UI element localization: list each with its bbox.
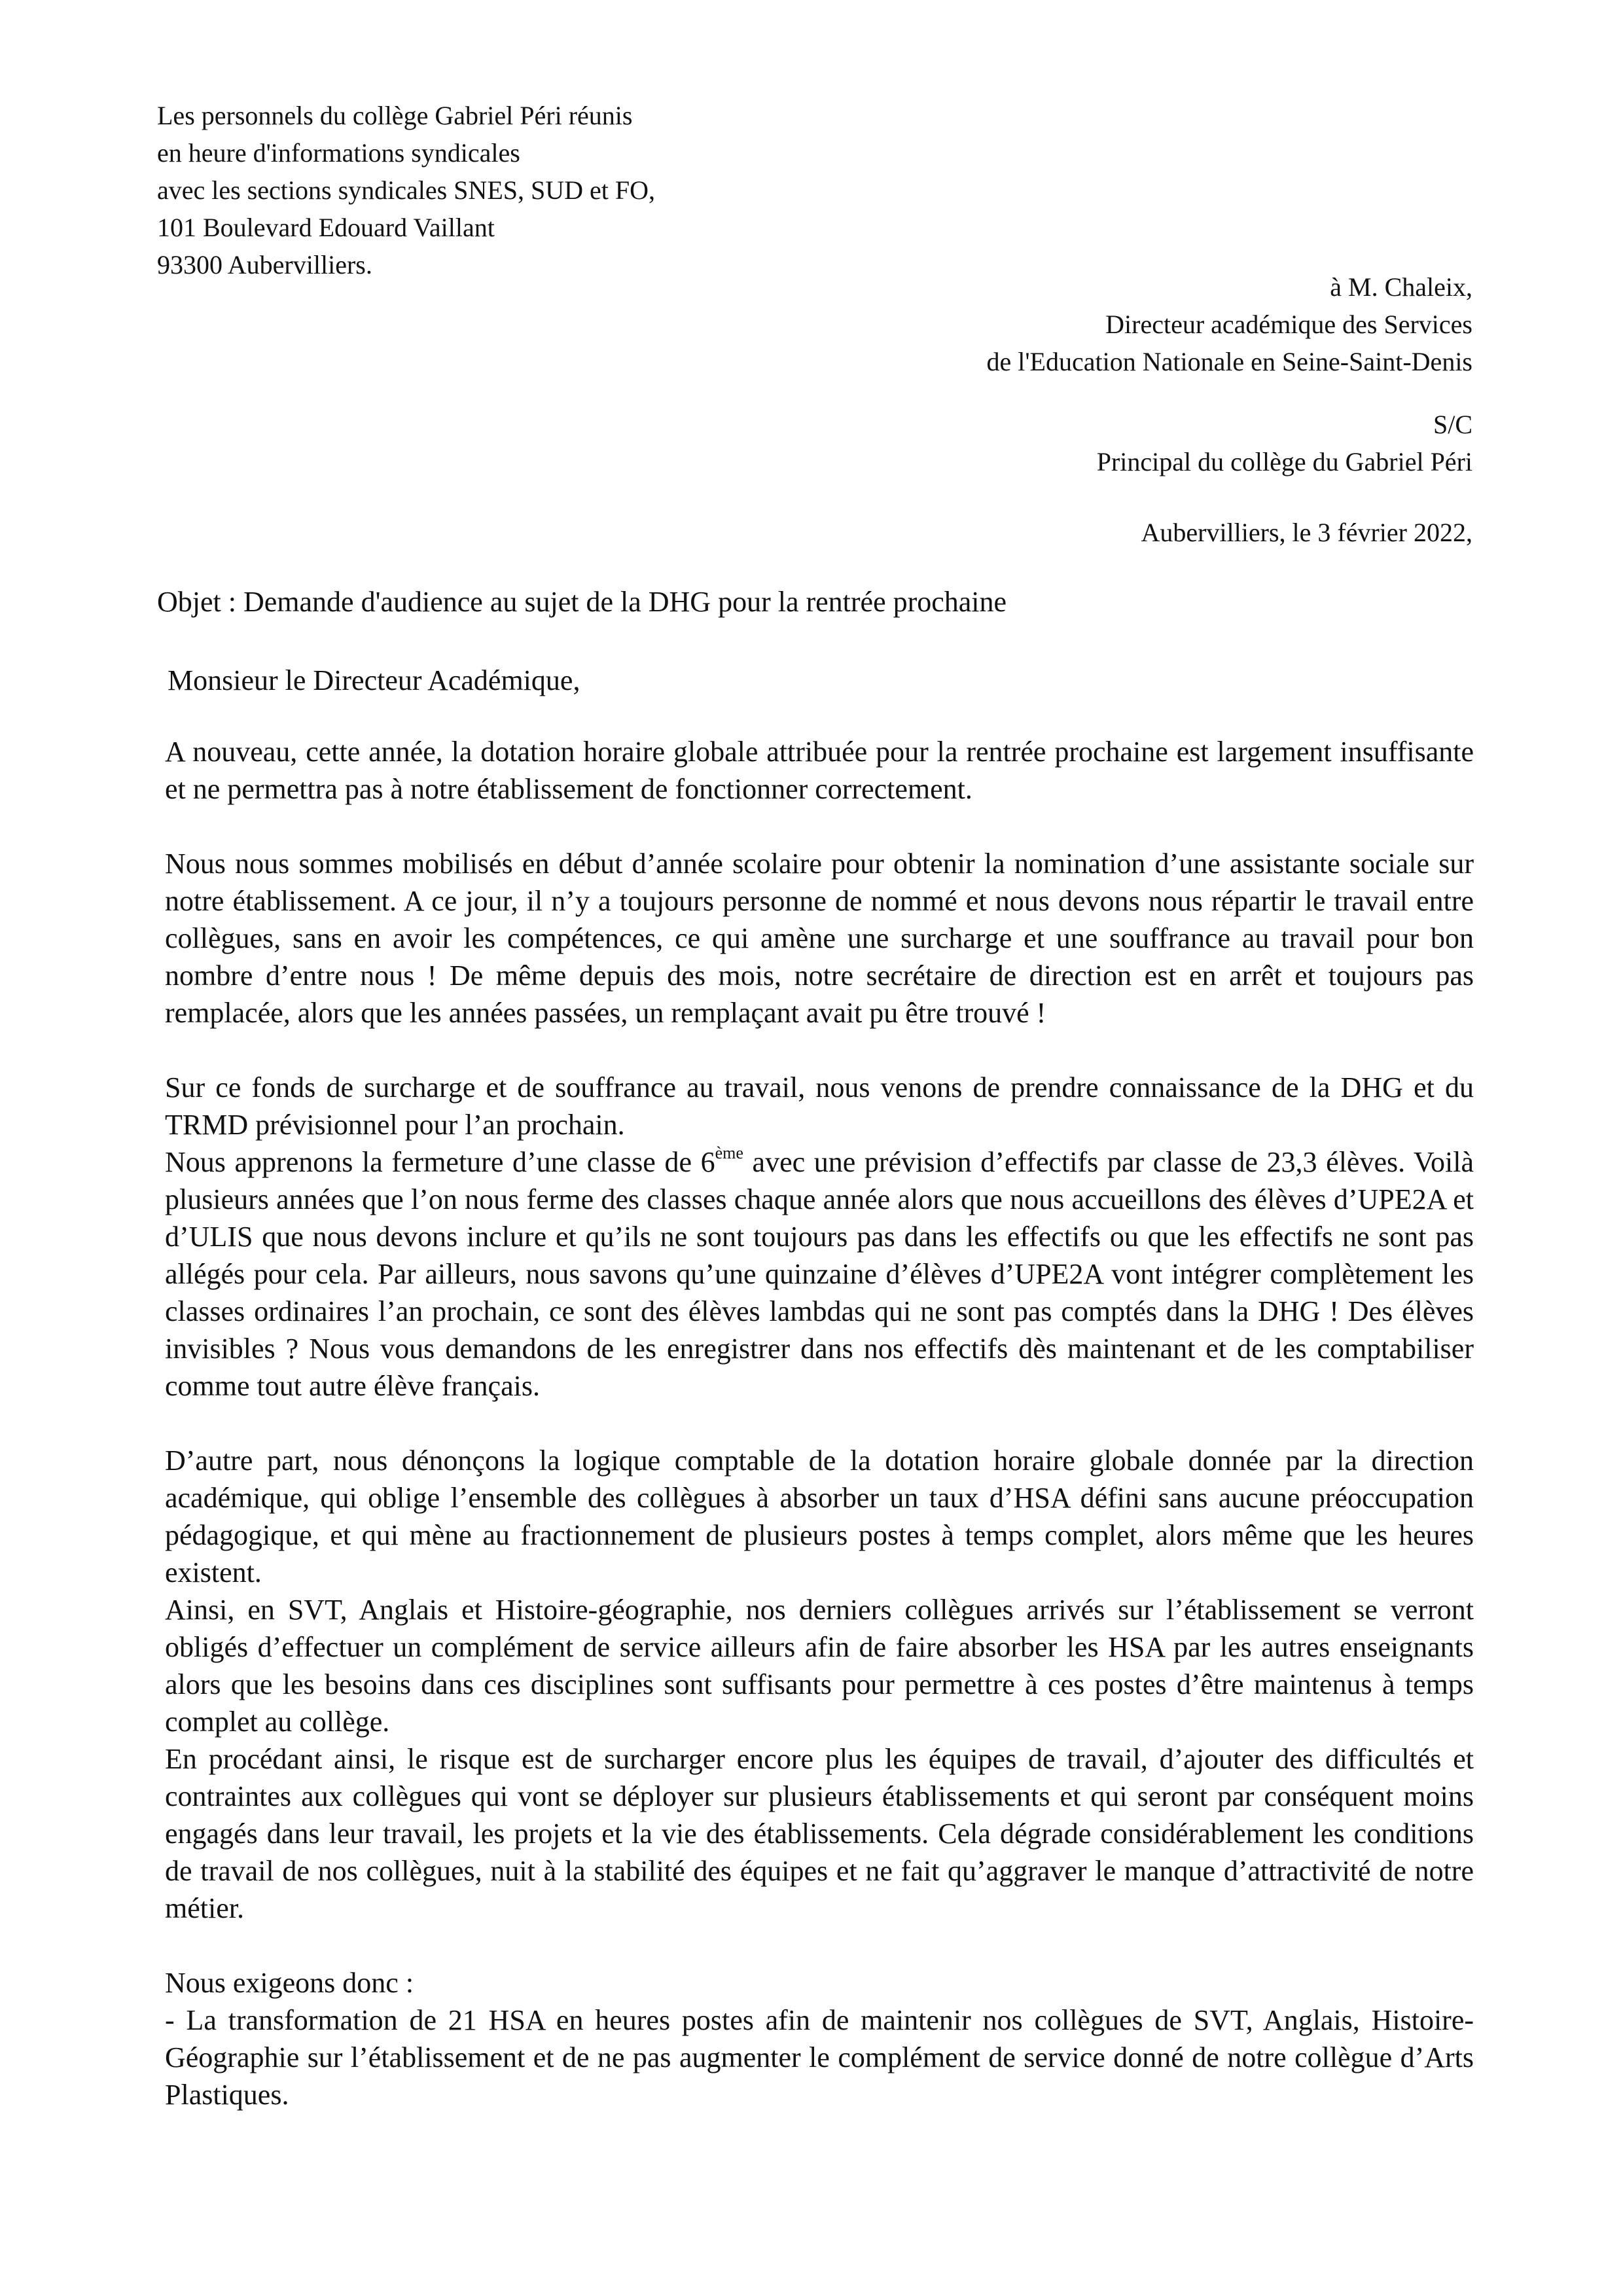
paragraph-text: avec une prévision d’effectifs par classe de 23,3 élèves. Voilà plusieurs années que l’on nous ferme des classes chaque année alors que nous accueillons des élèves d’UPE2A et d’ULIS que nous devons inclure et qu’ils ne sont toujours pas dans les effectifs ou que les effectifs ne sont pas allégés pour cela. Par ailleurs, nous savons qu’une quinzaine d’élèves d’UPE2A vont intégrer complètement les classes ordinaires l’an prochain, ce sont des élèves lambdas qui ne sont pas comptés dans la DHG ! Des élèves invisibles ? Nous vous demandons de les enregistrer dans nos effectifs dès maintenant et de les comptabiliser comme tout autre élève français. [165,1146,1474,1402]
body-paragraph [165,1143,1474,1405]
letter-subject: Objet : Demande d'audience au sujet de la DHG pour la rentrée prochaine [157,586,1007,618]
body-paragraph: D’autre part, nous dénonçons la logique comptable de la dotation horaire globale donnée par la direction académique, qui oblige l’ensemble des collègues à absorber un taux d’HSA défini sans aucune préoccupation pédagogique, et qui mène au fractionnement de plusieurs postes à temps complet, alors même que les heures existent. [165,1444,1474,1588]
body-paragraph: En procédant ainsi, le risque est de surcharger encore plus les équipes de travail, d’ajouter des difficultés et contraintes aux collègues qui vont se déployer sur plusieurs établissements et qui seront par conséquent moins engagés dans leur travail, les projets et la vie des établissements. Cela dégrade considérablement les conditions de travail de nos collègues, nuit à la stabilité des équipes et ne fait qu’aggraver le manque d’attractivité de notre métier. [165,1743,1474,1924]
recipient-line: Directeur académique des Services [1105,310,1472,339]
sender-line: avec les sections syndicales SNES, SUD et FO, [157,175,656,205]
paragraph-text: Nous apprenons la fermeture d’une classe de 6 [165,1146,715,1178]
sous-couvert-block [1097,406,1472,480]
sc-label: S/C [1433,410,1472,439]
body-paragraph: Sur ce fonds de surcharge et de souffrance au travail, nous venons de prendre connaissance de la DHG et du TRMD prévisionnel pour l’an prochain. [165,1071,1474,1141]
recipient-address-block [986,268,1472,380]
body-paragraph: Ainsi, en SVT, Anglais et Histoire-géographie, nos derniers collègues arrivés sur l’établissement se verront obligés d’effectuer un complément de service ailleurs afin de faire absorber les HSA par les autres enseignants alors que les besoins dans ces disciplines sont suffisants pour permettre à ces postes d’être maintenus à temps complet au collège. [165,1594,1474,1738]
recipient-line: de l'Education Nationale en Seine-Saint-Denis [986,347,1472,376]
sender-line: 101 Boulevard Edouard Vaillant [157,213,495,242]
body-paragraph: Nous nous sommes mobilisés en début d’année scolaire pour obtenir la nomination d’une assistante sociale sur notre établissement. A ce jour, il n’y a toujours personne de nommé et nous devons nous répartir le travail entre collègues, sans en avoir les compétences, ce qui amène une surcharge et une souffrance au travail pour bon nombre d’entre nous ! De même depuis des mois, notre secrétaire de direction est en arrêt et toujours pas remplacée, alors que les années passées, un remplaçant avait pu être trouvé ! [165,848,1474,1029]
sender-line: Les personnels du collège Gabriel Péri réunis [157,101,633,130]
sender-address-block [157,97,655,283]
demands-intro: Nous exigeons donc : [165,1967,414,1999]
superscript-text: ème [715,1143,743,1163]
sender-line: en heure d'informations syndicales [157,138,520,168]
sc-line: Principal du collège du Gabriel Péri [1096,447,1472,476]
letter-date: Aubervilliers, le 3 février 2022, [1141,518,1472,547]
body-paragraph: A nouveau, cette année, la dotation horaire globale attribuée pour la rentrée prochaine est largement insuffisante et ne permettra pas à notre établissement de fonctionner correctement. [165,736,1474,805]
recipient-line: à M. Chaleix, [1330,272,1472,302]
letter-salutation: Monsieur le Directeur Académique, [168,664,580,696]
demand-item: - La transformation de 21 HSA en heures postes afin de maintenir nos collègues de SVT, Anglais, Histoire-Géographie sur l’établissement et de ne pas augmenter le complément de service donné de notre collègue d’Arts Plastiques. [165,2004,1474,2111]
letter-body [165,733,1474,2113]
sender-line: 93300 Aubervilliers. [157,250,372,279]
